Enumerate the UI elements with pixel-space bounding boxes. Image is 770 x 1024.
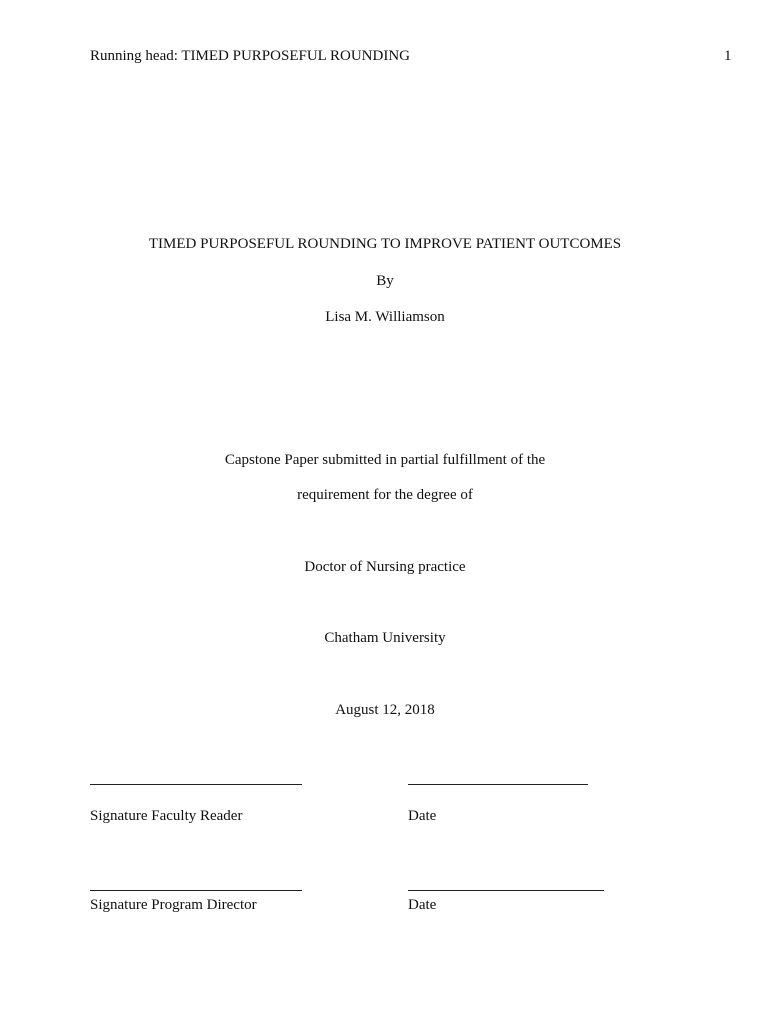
degree-name: Doctor of Nursing practice — [304, 559, 466, 575]
by-line: By — [376, 273, 394, 289]
faculty-reader-date-line — [408, 784, 588, 785]
program-director-date-label: Date — [408, 897, 437, 913]
submission-date: August 12, 2018 — [335, 702, 435, 718]
paper-title: TIMED PURPOSEFUL ROUNDING TO IMPROVE PATIENT OUTCOMES — [148, 236, 622, 252]
faculty-reader-signature-line — [90, 784, 302, 785]
page-number: 1 — [724, 48, 732, 64]
faculty-reader-date-label: Date — [408, 808, 437, 824]
program-director-label: Signature Program Director — [90, 897, 257, 913]
submission-line-1: Capstone Paper submitted in partial fulfillment of the — [224, 452, 546, 468]
program-director-date-line — [408, 890, 604, 891]
faculty-reader-label: Signature Faculty Reader — [90, 808, 243, 824]
institution-name: Chatham University — [324, 630, 446, 646]
author-name: Lisa M. Williamson — [325, 309, 445, 325]
program-director-signature-line — [90, 890, 302, 891]
running-head: Running head: TIMED PURPOSEFUL ROUNDING — [90, 48, 411, 64]
submission-line-2: requirement for the degree of — [297, 487, 473, 503]
